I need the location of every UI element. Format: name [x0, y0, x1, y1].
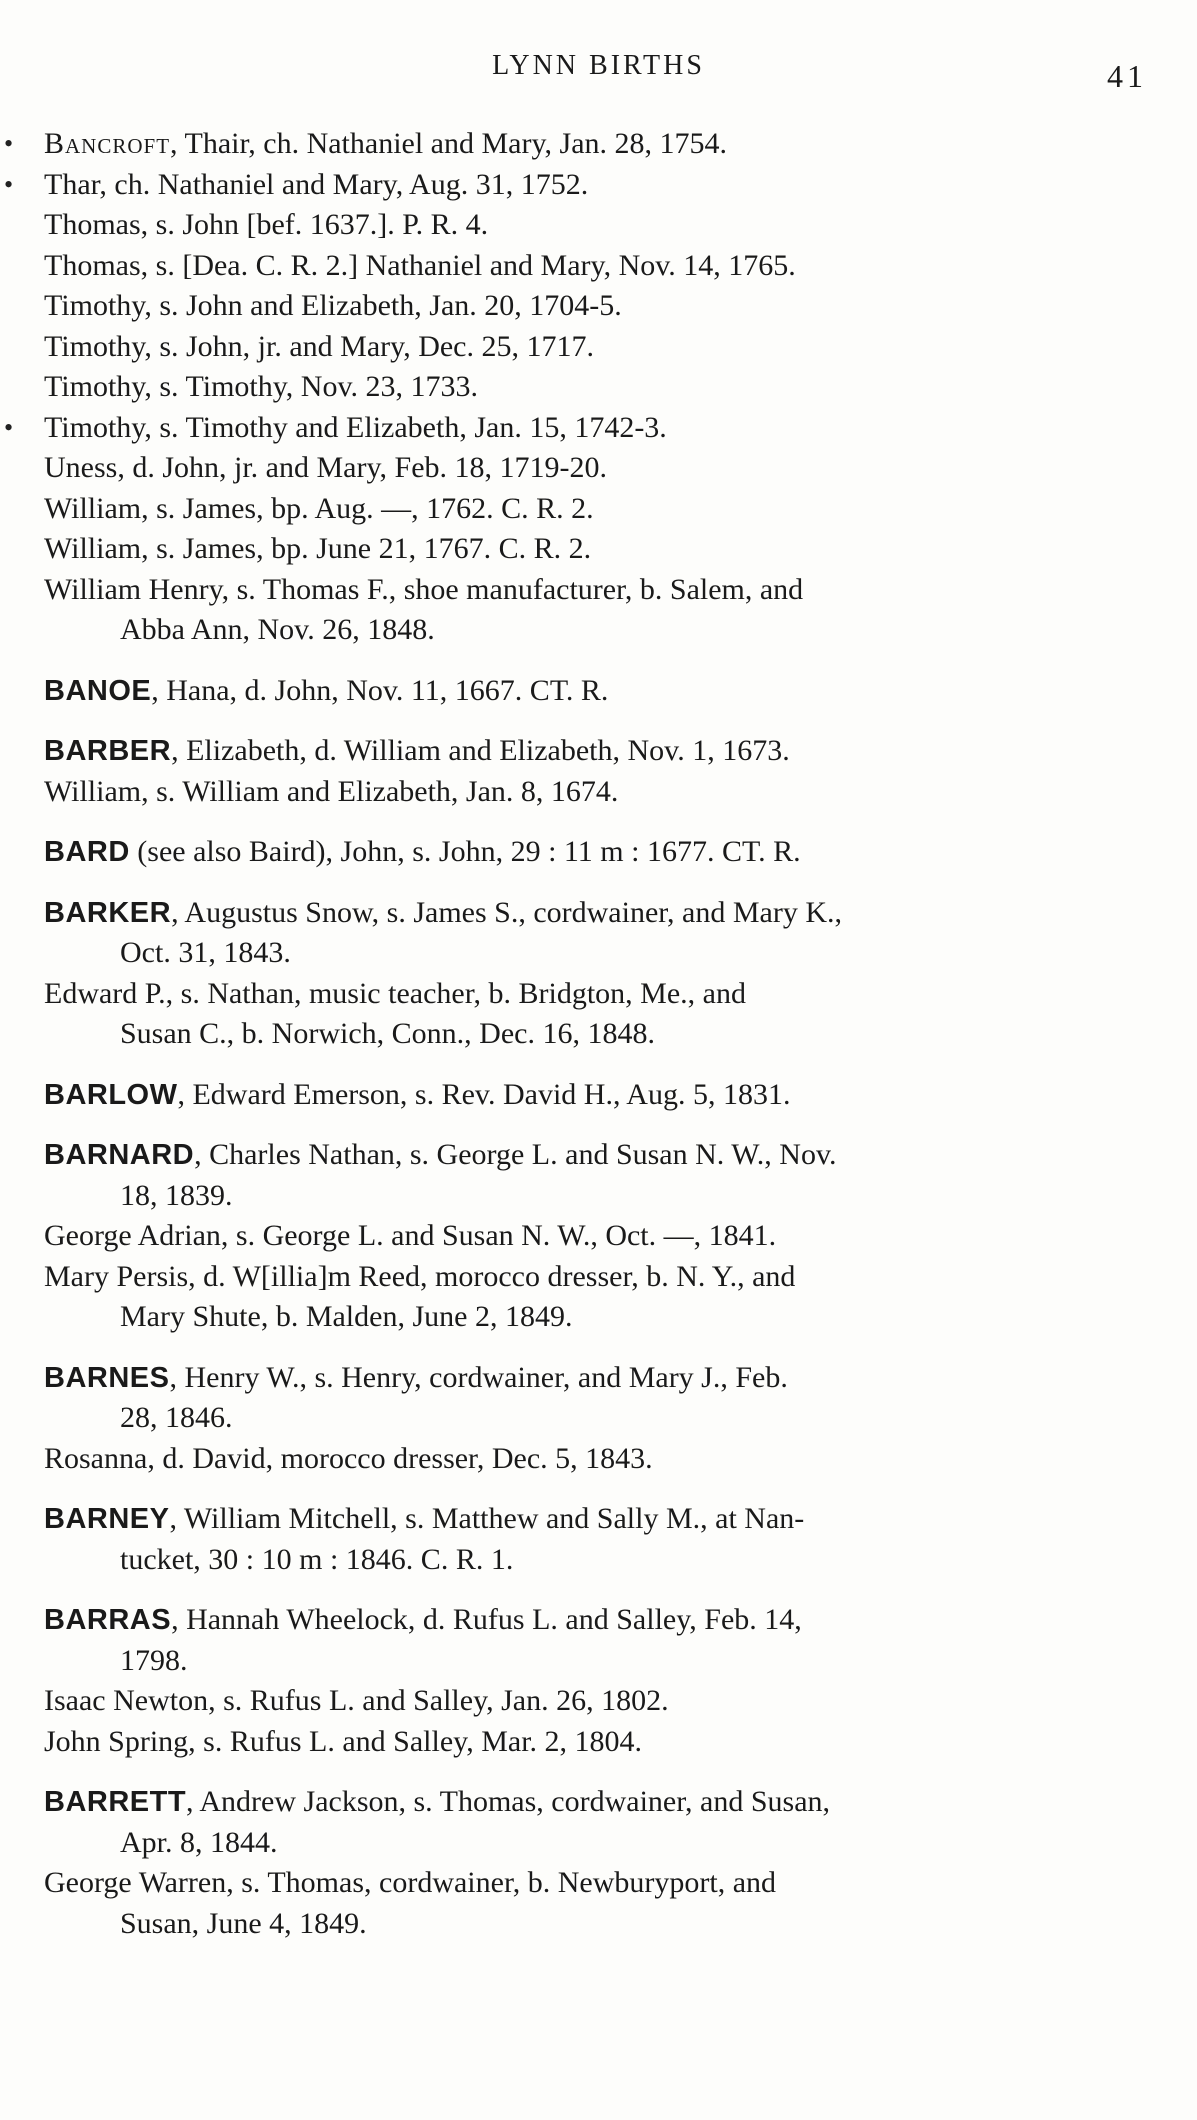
family-surname: BANOE	[44, 674, 152, 707]
family-surname: BARNES	[44, 1361, 170, 1394]
record-text: , Hana, d. John, Nov. 11, 1667. CT. R.	[151, 673, 609, 707]
record-text: , Elizabeth, d. William and Elizabeth, Nov. 1, 1673.	[171, 734, 790, 767]
birth-record-line	[36, 448, 1151, 489]
record-text: Timothy, s. John, jr. and Mary, Dec. 25, 1717.	[44, 329, 594, 363]
record-text: Mary Shute, b. Malden, June 2, 1849.	[120, 1300, 573, 1333]
family-surname: BARBER	[44, 735, 172, 767]
birth-record-line	[36, 1681, 1151, 1722]
record-text: Abba Ann, Nov. 26, 1848.	[120, 613, 435, 646]
record-continuation-line	[36, 1297, 1151, 1338]
record-text: , Augustus Snow, s. James S., cordwainer, and Mary K.,	[171, 895, 843, 929]
record-text: Apr. 8, 1844.	[120, 1825, 278, 1859]
record-text: 1798.	[120, 1643, 188, 1677]
birth-record-line	[36, 772, 1151, 813]
page-number: 41	[1107, 58, 1147, 94]
birth-record-line	[36, 1075, 1151, 1116]
record-text: (see also Baird), John, s. John, 29 : 11 m : 1677. CT. R.	[129, 835, 801, 868]
record-text: Timothy, s. Timothy and Elizabeth, Jan. 15, 1742-3.	[44, 410, 667, 444]
family-surname: Bancroft	[44, 127, 171, 160]
record-text: , William Mitchell, s. Matthew and Sally M., at Nan-	[169, 1502, 805, 1535]
record-text: Oct. 31, 1843.	[120, 936, 291, 969]
record-text: John Spring, s. Rufus L. and Salley, Mar. 2, 1804.	[44, 1724, 643, 1758]
record-text: tucket, 30 : 10 m : 1846. C. R. 1.	[120, 1542, 514, 1576]
record-text: , Andrew Jackson, s. Thomas, cordwainer, and Susan,	[186, 1785, 831, 1818]
record-continuation-line	[36, 1540, 1151, 1581]
family-surname: BARD	[44, 836, 130, 868]
record-text: , Henry W., s. Henry, cordwainer, and Mary J., Feb.	[169, 1360, 788, 1394]
birth-record-line	[36, 671, 1151, 712]
birth-record-line	[36, 570, 1151, 611]
birth-record-line	[4, 408, 1151, 449]
record-text: Timothy, s. John and Elizabeth, Jan. 20, 1704-5.	[44, 289, 622, 322]
record-continuation-line	[36, 1823, 1151, 1864]
record-text: Susan C., b. Norwich, Conn., Dec. 16, 1848.	[120, 1017, 655, 1050]
record-text: Uness, d. John, jr. and Mary, Feb. 18, 1719-20.	[44, 451, 608, 484]
birth-record-line	[36, 1358, 1151, 1399]
record-text: Susan, June 4, 1849.	[120, 1906, 367, 1940]
record-text: William, s. James, bp. June 21, 1767. C. R. 2.	[44, 532, 592, 565]
record-continuation-line	[36, 1014, 1151, 1055]
birth-record-line	[4, 124, 1151, 165]
margin-bullet-mark: •	[4, 412, 14, 442]
record-continuation-line	[36, 1176, 1151, 1217]
family-surname: BARLOW	[44, 1078, 178, 1111]
record-text: William, s. William and Elizabeth, Jan. 8, 1674.	[44, 774, 619, 808]
record-text: Thar, ch. Nathaniel and Mary, Aug. 31, 1752.	[44, 167, 589, 201]
record-text: Edward P., s. Nathan, music teacher, b. Bridgton, Me., and	[44, 976, 746, 1010]
record-text: William Henry, s. Thomas F., shoe manufacturer, b. Salem, and	[44, 572, 804, 606]
margin-bullet-mark: •	[4, 129, 14, 158]
family-surname: BARRAS	[44, 1604, 172, 1636]
record-text: William, s. James, bp. Aug. —, 1762. C. R. 2.	[44, 491, 594, 525]
family-surname: BARKER	[44, 896, 172, 929]
birth-record-line	[36, 1439, 1151, 1480]
record-continuation-line	[36, 933, 1151, 974]
birth-record-line	[36, 832, 1151, 873]
record-text: Thomas, s. [Dea. C. R. 2.] Nathaniel and Mary, Nov. 14, 1765.	[44, 248, 796, 282]
record-continuation-line	[36, 1398, 1151, 1439]
record-text: 18, 1839.	[120, 1178, 233, 1212]
birth-record-line	[36, 1135, 1151, 1176]
record-text: , Edward Emerson, s. Rev. David H., Aug. 5, 1831.	[177, 1077, 791, 1111]
record-text: George Adrian, s. George L. and Susan N. W., Oct. —, 1841.	[44, 1219, 777, 1252]
birth-record-line	[36, 731, 1151, 772]
record-text: Mary Persis, d. W[illia]m Reed, morocco dresser, b. N. Y., and	[44, 1259, 796, 1293]
birth-records-list	[4, 124, 1151, 1944]
birth-record-line	[36, 529, 1151, 570]
margin-bullet-mark: •	[4, 169, 14, 199]
birth-record-line	[36, 893, 1151, 934]
birth-record-line	[36, 1216, 1151, 1257]
record-text: Rosanna, d. David, morocco dresser, Dec. 5, 1843.	[44, 1441, 653, 1475]
birth-record-line	[36, 1600, 1151, 1641]
record-text: , Hannah Wheelock, d. Rufus L. and Salley, Feb. 14,	[171, 1603, 802, 1636]
birth-record-line	[36, 1257, 1151, 1298]
record-text: Isaac Newton, s. Rufus L. and Salley, Jan. 26, 1802.	[44, 1684, 669, 1717]
birth-record-line	[36, 1722, 1151, 1763]
record-continuation-line	[36, 1641, 1151, 1682]
birth-record-line	[36, 205, 1151, 246]
record-text: Thomas, s. John [bef. 1637.]. P. R. 4.	[44, 208, 489, 241]
birth-record-line	[36, 974, 1151, 1015]
record-continuation-line	[36, 1904, 1151, 1945]
birth-record-line	[36, 489, 1151, 530]
record-text: , Charles Nathan, s. George L. and Susan N. W., Nov.	[194, 1138, 837, 1171]
birth-record-line	[36, 1782, 1151, 1823]
record-text: 28, 1846.	[120, 1401, 233, 1434]
birth-record-line	[36, 367, 1151, 408]
family-surname: BARNARD	[44, 1139, 195, 1171]
running-head: LYNN BIRTHS	[492, 50, 705, 81]
family-surname: BARRETT	[44, 1786, 187, 1818]
birth-record-line	[36, 327, 1151, 368]
family-surname: BARNEY	[44, 1503, 170, 1535]
birth-record-line	[36, 246, 1151, 287]
record-text: , Thair, ch. Nathaniel and Mary, Jan. 28, 1754.	[170, 127, 728, 160]
record-text: George Warren, s. Thomas, cordwainer, b. Newburyport, and	[44, 1866, 777, 1899]
birth-record-line	[36, 1863, 1151, 1904]
birth-record-line	[36, 286, 1151, 327]
birth-record-line	[4, 165, 1151, 206]
record-text: Timothy, s. Timothy, Nov. 23, 1733.	[44, 370, 479, 403]
birth-record-line	[36, 1499, 1151, 1540]
record-continuation-line	[36, 610, 1151, 651]
